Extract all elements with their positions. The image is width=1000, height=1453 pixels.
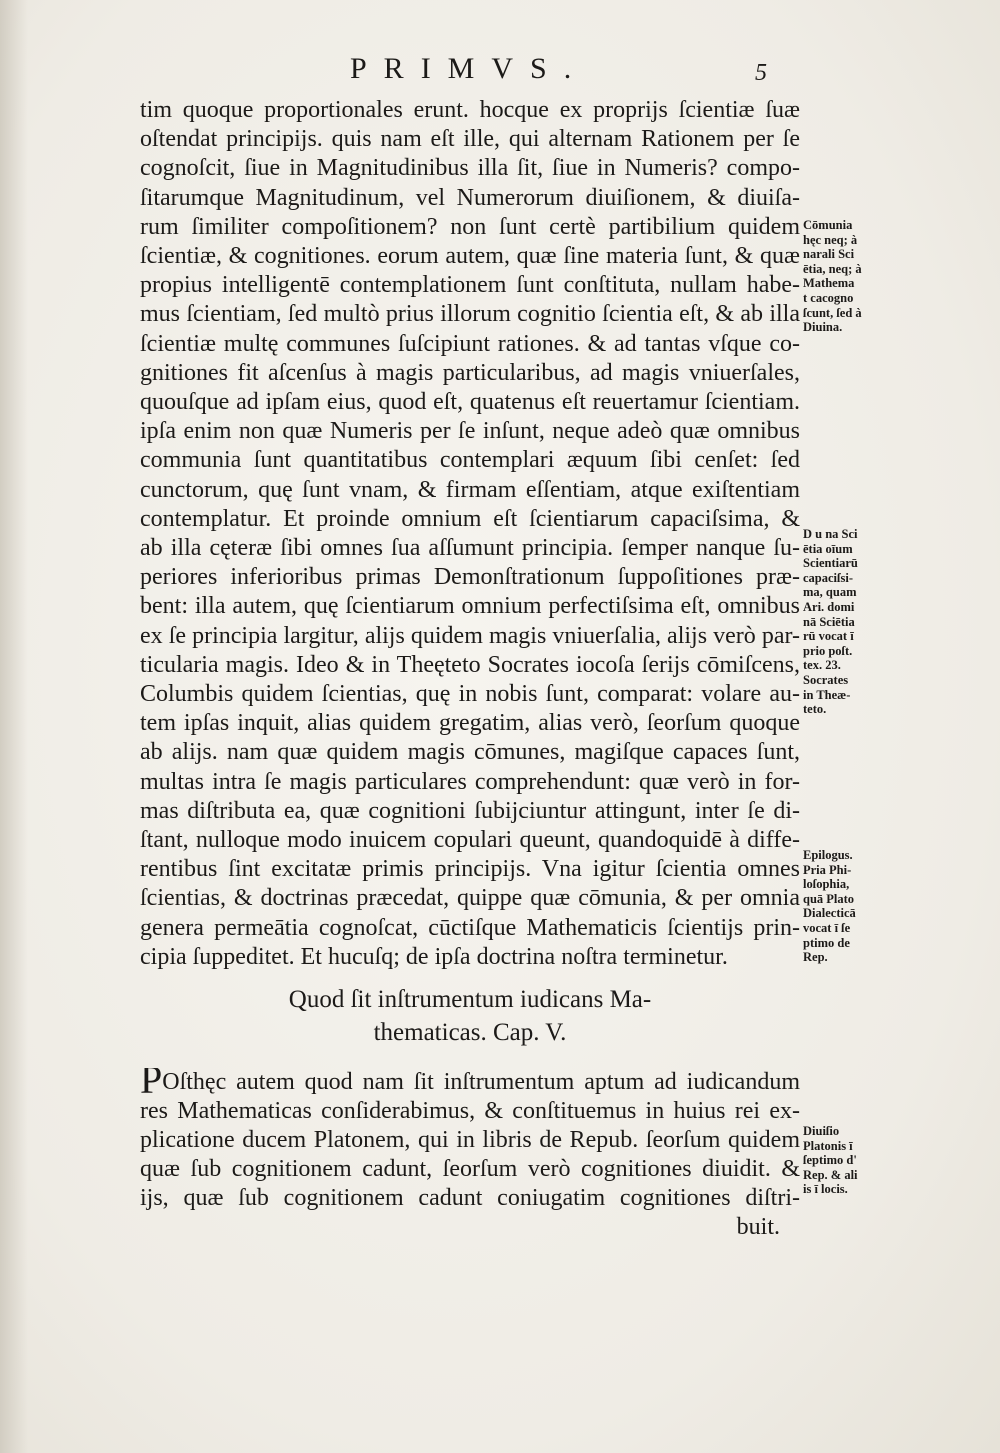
main-text-block bbox=[140, 96, 800, 972]
text-line: plicatione ducem Platonem, qui in libris de Repub. ſeorſum quidem bbox=[140, 1127, 800, 1153]
chapter-paragraph bbox=[140, 1068, 800, 1242]
text-line: propius intelligentē contemplationem ſunt conſtituta, nullam habe- bbox=[140, 272, 800, 299]
text-line: ſcientiæ, & cognitiones. eorum autem, quæ ſine materia ſunt, & quæ bbox=[140, 243, 800, 270]
page-number: 5 bbox=[755, 60, 767, 86]
marginal-line: ſcunt, ſed à bbox=[803, 305, 862, 320]
chapter-heading-line: Quod ſit inſtrumentum iudicans Ma- bbox=[288, 986, 652, 1013]
text-line: ſtant, nulloque modo inuicem copulari queunt, quandoquidē à diffe- bbox=[140, 827, 800, 854]
drop-cap: P bbox=[140, 1068, 163, 1097]
marginal-line: Mathema bbox=[803, 276, 855, 291]
text-line: mus ſcientiam, ſed multò prius illorum cognitio ſcientia eſt, & ab illa bbox=[140, 301, 800, 328]
text-line: ſcientias, & doctrinas præcedat, quippe quæ cōmunia, & per omnia bbox=[140, 885, 800, 912]
marginal-line: hęc neq; à bbox=[803, 232, 858, 247]
text-line: rentibus ſint excitatæ primis principijs. Vna igitur ſcientia omnes bbox=[140, 856, 800, 883]
marginal-line: Socrates bbox=[803, 672, 849, 687]
marginal-line: in Theæ- bbox=[803, 687, 851, 702]
text-line: tim quoque proportionales erunt. hocque ex proprijs ſcientiæ ſuæ bbox=[140, 97, 800, 123]
marginal-line: t cacogno bbox=[803, 290, 854, 305]
text-line: ſitarumque Magnitudinum, vel Numerorum diuiſionem, & diuiſa- bbox=[140, 184, 800, 211]
marginal-note bbox=[803, 527, 883, 717]
text-line: ex ſe principia largitur, alijs quidem magis vniuerſalia, alijs verò par- bbox=[140, 622, 800, 649]
marginal-line: Rep. & ali bbox=[803, 1167, 858, 1182]
marginal-line: ptimo de bbox=[803, 935, 850, 950]
text-line: Columbis quidem ſcientias, quę in nobis ſunt, comparat: volare au- bbox=[140, 681, 800, 708]
marginal-line: tex. 23. bbox=[803, 658, 841, 673]
text-line: ab illa cęteræ ſibi omnes ſua aſſumunt principia. ſemper nanque ſu- bbox=[140, 535, 800, 562]
text-line: ſcientiæ multę communes ſuſcipiunt rationes. & ad tantas vſque co- bbox=[140, 330, 800, 357]
chapter-heading-line: thematicas. Cap. V. bbox=[373, 1019, 567, 1046]
text-line: periores inferioribus primas Demonſtrationum ſuppoſitiones præ- bbox=[140, 564, 800, 591]
text-line: cunctorum, quę ſunt vnam, & firmam eſſentiam, atque exiſtentiam bbox=[140, 476, 800, 503]
marginal-line: Pria Phi- bbox=[803, 862, 852, 877]
text-line: oſtendat principijs. quis nam eſt ille, qui alternam Rationem per ſe bbox=[140, 126, 800, 153]
marginal-line: Ari. domi bbox=[803, 599, 855, 614]
marginal-line: quā Plato bbox=[803, 891, 855, 906]
marginal-line: Epilogus. bbox=[803, 848, 853, 862]
text-line: ipſa enim non quæ Numeris per ſe inſunt, neque adeò quæ omnibus bbox=[140, 418, 800, 445]
marginal-line: Dialecticā bbox=[803, 906, 856, 921]
text-line: ijs, quæ ſub cognitionem cadunt coniugatim cognitiones diſtri- bbox=[140, 1185, 800, 1211]
text-line: tem ipſas inquit, alias quidem gregatim, alias verò, ſeorſum quoque bbox=[140, 710, 800, 737]
text-line: cognoſcit, ſiue in Magnitudinibus illa ſit, ſiue in Numeris? compo- bbox=[140, 155, 800, 182]
marginal-line: narali Sci bbox=[803, 247, 855, 262]
marginal-line: teto. bbox=[803, 702, 827, 717]
text-line: ab alijs. nam quæ quidem magis cōmunes, magiſque capaces ſunt, bbox=[140, 739, 800, 766]
marginal-line: is ī locis. bbox=[803, 1182, 848, 1197]
text-line: mas diſtributa ea, quæ cognitioni ſubijciuntur attingunt, inter ſe di- bbox=[140, 797, 800, 824]
marginal-line: Diuina. bbox=[803, 320, 843, 335]
marginal-line: nā Sciētia bbox=[803, 614, 855, 629]
marginal-note bbox=[803, 218, 883, 335]
marginal-line: Cōmunia bbox=[803, 218, 853, 232]
text-line: cipia ſuppeditet. Et hucuſq; de ipſa doctrina noſtra terminetur. bbox=[140, 943, 728, 970]
marginal-note bbox=[803, 848, 883, 965]
text-line-content: Oſthęc autem quod nam ſit inſtrumentum aptum ad iudicandum bbox=[162, 1069, 800, 1095]
text-line: quæ ſub cognitionem cadunt, ſeorſum verò cognitiones diuidit. & bbox=[140, 1156, 800, 1182]
marginal-line: Platonis ī bbox=[803, 1138, 853, 1153]
gutter-shadow bbox=[0, 0, 28, 1453]
marginal-line: loſophia, bbox=[803, 877, 850, 892]
marginal-line: prio poſt. bbox=[803, 643, 853, 658]
marginal-line: ētia, neq; à bbox=[803, 261, 862, 276]
text-line: ticularia magis. Ideo & in Theęteto Socrates iocoſa ſerijs cōmiſcens, bbox=[140, 651, 800, 678]
running-head: PRIMVS. bbox=[350, 52, 589, 85]
text-line: communia ſunt quantitatibus contemplari æquum ſibi cenſet: ſed bbox=[140, 447, 800, 474]
marginal-line: capaciſsi- bbox=[803, 570, 853, 585]
text-line: rum ſimiliter compoſitionem? non ſunt certè partibilium quidem bbox=[140, 213, 800, 240]
text-line: gnitiones fit aſcenſus à magis particularibus, ad magis vniuerſales, bbox=[140, 359, 800, 386]
marginal-line: vocat ī ſe bbox=[803, 920, 851, 935]
text-line: buit. bbox=[736, 1214, 780, 1240]
marginal-line: Rep. bbox=[803, 950, 828, 965]
chapter-heading bbox=[140, 983, 800, 1049]
text-line: quouſque ad ipſam eius, quod eſt, quatenus eſt reuertamur ſcientiam. bbox=[140, 389, 800, 416]
text-line: genera permeātia cognoſcat, cūctiſque Mathematicis ſcientijs prin- bbox=[140, 914, 800, 941]
text-line bbox=[140, 1068, 800, 1097]
marginal-line: Diuiſio bbox=[803, 1124, 840, 1138]
marginal-line: ma, quam bbox=[803, 585, 857, 600]
text-line: bent: illa autem, quę ſcientiarum omnium perfectiſsima eſt, omnibus bbox=[140, 593, 800, 620]
marginal-line: rū vocat ī bbox=[803, 629, 854, 644]
text-line: multas intra ſe magis particulares comprehendunt: quæ verò in for- bbox=[140, 768, 800, 795]
marginal-line: D u na Sci bbox=[803, 527, 858, 541]
marginal-note bbox=[803, 1124, 883, 1197]
marginal-line: Scientiarū bbox=[803, 556, 858, 571]
text-line: contemplatur. Et proinde omnium eſt ſcientiarum capaciſsima, & bbox=[140, 505, 800, 532]
marginal-line: ſeptimo d' bbox=[803, 1153, 857, 1168]
marginal-line: ētia oīum bbox=[803, 541, 853, 556]
text-line: res Mathematicas conſiderabimus, & conſtituemus in huius rei ex- bbox=[140, 1098, 800, 1124]
